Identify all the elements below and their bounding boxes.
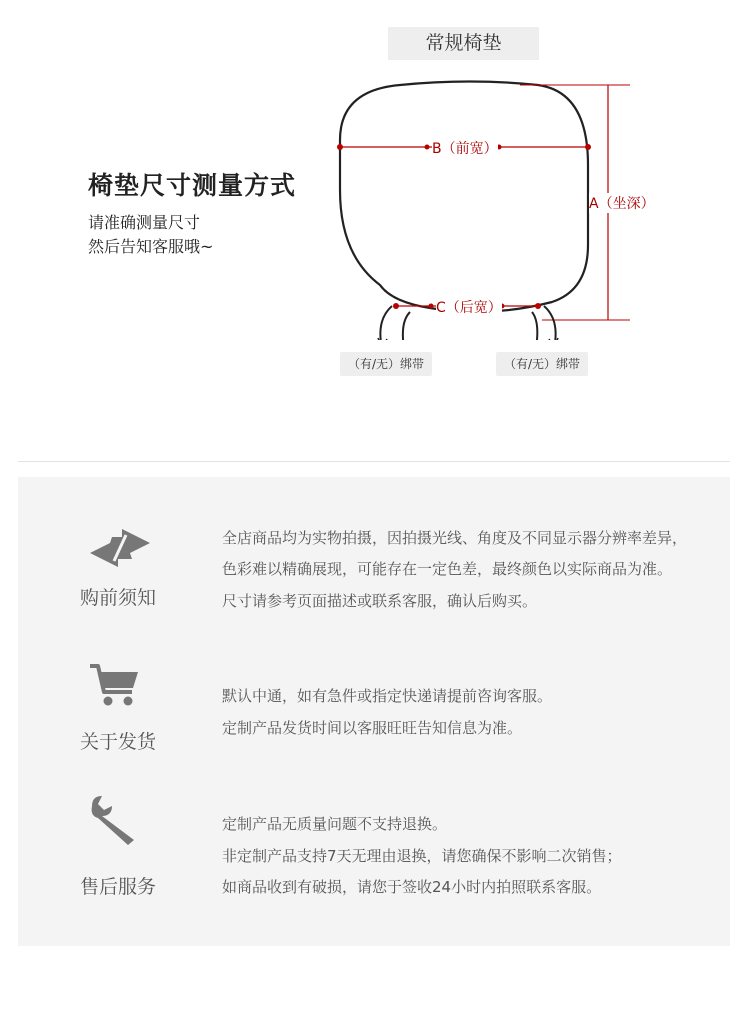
before-purchase-line-1: 全店商品均为实物拍摄，因拍摄光线、角度及不同显示器分辨率差异， [222,529,688,547]
shipping-line-1: 默认中通，如有急件或指定快递请提前咨询客服。 [222,687,553,705]
tie-tag-left: （有/无）绑带 [340,352,432,376]
instruction-line-1: 请准确测量尺寸 [88,213,201,232]
after-sales-line-2: 非定制产品支持7天无理由退换，请您确保不影响二次销售； [222,847,622,865]
cushion-type-tag: 常规椅垫 [388,27,539,60]
tie-left-1 [380,306,392,340]
section-title-after-sales: 售后服务 [80,876,157,898]
tie-right-1 [532,312,537,340]
tie-right-2 [544,306,556,340]
front-width-label: B（前宽） [432,138,498,158]
before-purchase-line-2: 色彩难以精确展现，可能存在一定色差，最终颜色以实际商品为准。 [222,560,673,578]
section-title-before-purchase: 购前须知 [80,587,157,609]
cushion-outline [340,82,588,312]
section-title-shipping: 关于发货 [80,731,157,753]
seat-depth-label: A（坐深） [589,193,655,213]
shopping-cart-icon [88,662,140,708]
wrench-icon [88,796,142,846]
section-divider [18,461,730,462]
tie-left-2 [403,312,410,340]
after-sales-line-1: 定制产品无质量问题不支持退换。 [222,815,448,833]
swap-arrows-icon [88,525,152,571]
page-heading: 椅垫尺寸测量方式 [88,171,297,200]
before-purchase-line-3: 尺寸请参考页面描述或联系客服，确认后购买。 [222,592,538,610]
after-sales-line-3: 如商品收到有破损，请您于签收24小时内拍照联系客服。 [222,878,602,896]
shipping-line-2: 定制产品发货时间以客服旺旺告知信息为准。 [222,719,523,737]
tie-tag-right: （有/无）绑带 [496,352,588,376]
instruction-line-2: 然后告知客服哦~ [88,237,214,256]
back-width-label: C（后宽） [436,297,502,317]
